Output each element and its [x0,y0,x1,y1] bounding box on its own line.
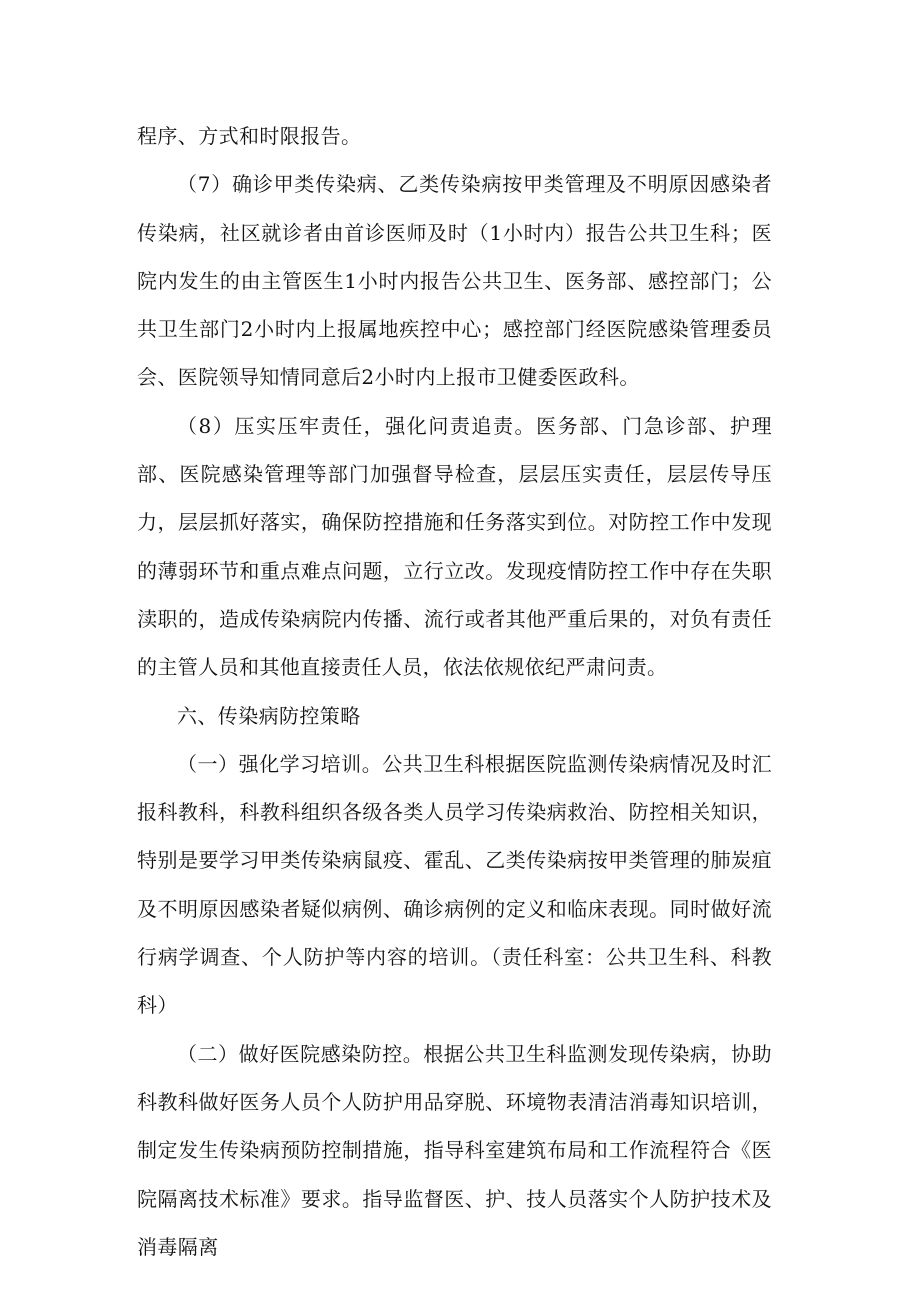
paragraph-strategy-1: （一）强化学习培训。公共卫生科根据医院监测传染病情况及时汇报科教科，科教科组织各级各类人员学习传染病救治、防控相关知识，特别是要学习甲类传染病鼠疫、霍乱、乙类传染病按甲类管理的肺炭疽及不明原因感染者疑似病例、确诊病例的定义和临床表现。同时做好流行病学调查、个人防护等内容的培训。（责任科室：公共卫生科、科教科） [137,751,772,1018]
paragraph-continuation: 程序、方式和时限报告。 [137,124,362,148]
document-body [137,112,772,1271]
paragraph-strategy-2: （二）做好医院感染防控。根据公共卫生科监测发现传染病，协助科教科做好医务人员个人防护用品穿脱、环境物表清洁消毒知识培训，制定发生传染病预防控制措施，指导科室建筑布局和工作流程符合《医院隔离技术标准》要求。指导监督医、护、技人员落实个人防护技术及消毒隔离 [137,1041,772,1259]
section-heading: 六、传染病防控策略 [177,703,361,728]
paragraph-item-7: （7）确诊甲类传染病、乙类传染病按甲类管理及不明原因感染者传染病，社区就诊者由首诊医师及时（1小时内）报告公共卫生科；医院内发生的由主管医生1小时内报告公共卫生、医务部、感控部门；公共卫生部门2小时内上报属地疾控中心；感控部门经医院感染管理委员会、医院领导知情同意后2小时内上报市卫健委医政科。 [137,172,772,390]
paragraph-item-8: （8）压实压牢责任，强化问责追责。医务部、门急诊部、护理部、医院感染管理等部门加强督导检查，层层压实责任，层层传导压力，层层抓好落实，确保防控措施和任务落实到位。对防控工作中发现的薄弱环节和重点难点问题，立行立改。发现疫情防控工作中存在失职渎职的，造成传染病院内传播、流行或者其他严重后果的，对负有责任的主管人员和其他直接责任人员，依法依规依纪严肃问责。 [137,413,772,680]
